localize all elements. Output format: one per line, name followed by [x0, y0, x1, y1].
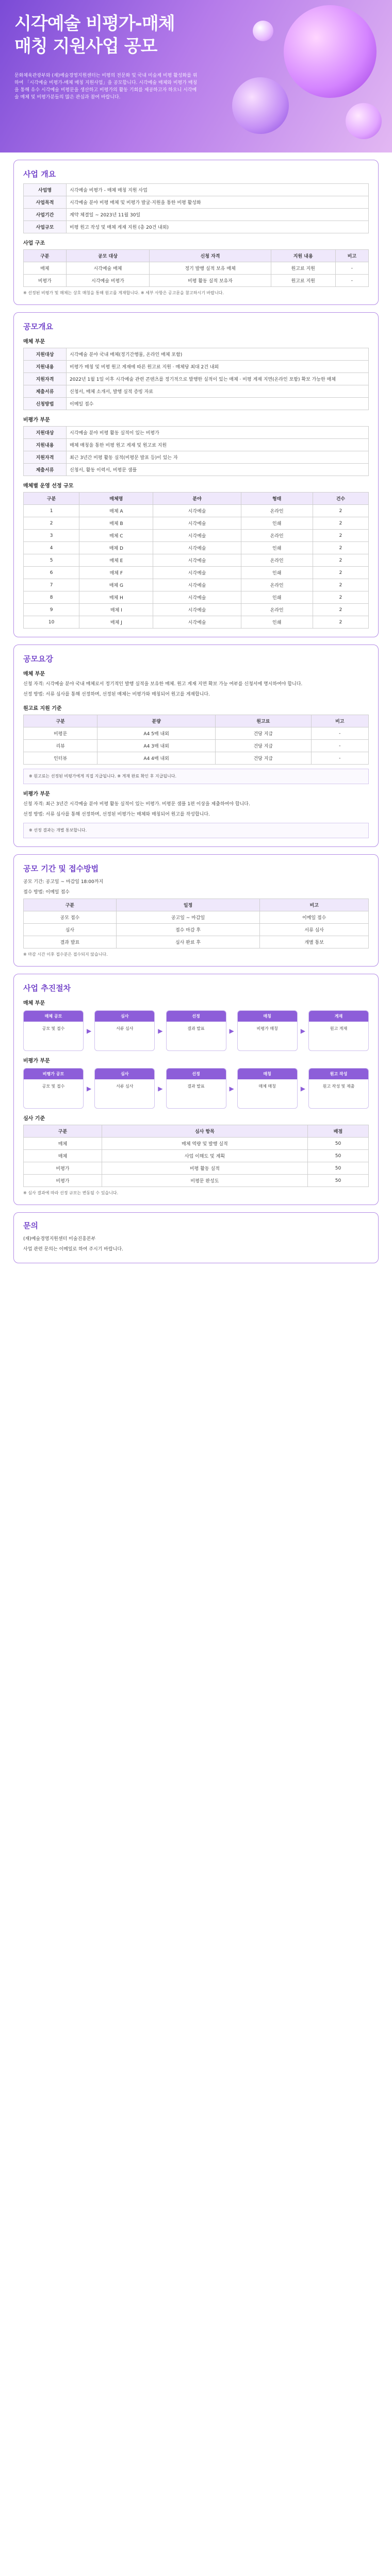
- media-row: [24, 348, 369, 361]
- structure-cell: 원고료 지원: [271, 262, 335, 275]
- contents-note1: ※ 원고료는 선정된 비평가에게 직접 지급됩니다. ※ 게재 완료 확인 후 지급됩니다.: [23, 769, 369, 784]
- critic-flow-step-desc: 매체 매칭: [258, 1084, 276, 1089]
- support-cell: 온라인: [241, 554, 313, 567]
- schedule-note: ※ 마감 시간 이후 접수분은 접수되지 않습니다.: [23, 952, 108, 957]
- media-subhead: 매체 부문: [23, 339, 45, 345]
- schedule-cell: 심사: [24, 924, 117, 936]
- support-row: [24, 591, 369, 604]
- eval-cell: 50: [307, 1150, 368, 1162]
- media-value: 신청서, 매체 소개서, 발행 실적 증빙 자료: [67, 385, 369, 398]
- eval-cell: 비평가: [24, 1175, 102, 1187]
- arrow-right-icon: ▶: [229, 1084, 234, 1092]
- critic-flow-step-desc: 결과 발표: [187, 1084, 205, 1089]
- eval-subhead: 심사 기준: [23, 1116, 45, 1122]
- media-flow-step-desc: 공모 및 접수: [42, 1026, 65, 1031]
- fee-header: 원고료: [216, 715, 312, 727]
- process-section: [13, 974, 379, 1205]
- flow1-subhead: 매체 부문: [23, 1001, 45, 1006]
- support-cell: 2: [313, 604, 368, 616]
- critic-row: [24, 464, 369, 476]
- schedule-period: 공모 기간: 공고일 ~ 마감일 18:00까지: [23, 879, 104, 885]
- schedule-method: 접수 방법: 이메일 접수: [23, 890, 70, 895]
- eval-cell: 비평가: [24, 1162, 102, 1175]
- support-header: 구분: [24, 493, 79, 505]
- media-flow: [23, 1010, 369, 1051]
- support-row: [24, 517, 369, 530]
- recruit-section: [13, 312, 379, 637]
- fee-cell: 리뷰: [24, 740, 97, 752]
- schedule-cell: 공모 접수: [24, 911, 117, 924]
- contents-text2: 선정 방법: 서류 심사를 통해 선정하며, 선정된 매체는 비평가와 매칭되어 원고를 게재합니다.: [23, 692, 210, 697]
- structure-cell: 정기 발행 실적 보유 매체: [150, 262, 271, 275]
- support-cell: 2: [313, 530, 368, 542]
- structure-header: 공모 대상: [66, 250, 150, 262]
- media-flow-step: [94, 1010, 155, 1051]
- support-cell: 인쇄: [241, 616, 313, 629]
- critic-flow-step: [166, 1068, 226, 1109]
- eval-cell: 비평 활동 실적: [102, 1162, 307, 1175]
- overview-label: 사업목적: [24, 196, 67, 209]
- support-cell: 온라인: [241, 604, 313, 616]
- support-cell: 매체 E: [79, 554, 153, 567]
- support-cell: 시각예술: [153, 604, 241, 616]
- schedule-cell: 심사 완료 후: [116, 936, 259, 948]
- recruit-title: 공모개요: [23, 322, 53, 331]
- schedule-table: [23, 899, 369, 948]
- overview-value: 비평 원고 작성 및 매체 게재 지원 (총 20건 내외): [67, 221, 369, 233]
- support-header: 형태: [241, 493, 313, 505]
- schedule-row: [24, 936, 369, 948]
- structure-cell: 매체: [24, 262, 67, 275]
- overview-title: 사업 개요: [23, 170, 56, 179]
- eval-header: 배점: [307, 1125, 368, 1138]
- contents-text4: 선정 방법: 서류 심사를 통해 선정하며, 선정된 비평가는 매체와 매칭되어 원고를 작성합니다.: [23, 812, 210, 817]
- arrow-right-icon: ▶: [158, 1084, 163, 1092]
- contact-section: [13, 1212, 379, 1263]
- schedule-cell: 공고일 ~ 마감일: [116, 911, 259, 924]
- support-cell: 매체 C: [79, 530, 153, 542]
- fee-table: [23, 715, 369, 765]
- eval-table: [23, 1125, 369, 1187]
- critic-flow-step-title: 선정: [167, 1069, 226, 1079]
- arrow-right-icon: ▶: [87, 1084, 92, 1092]
- fee-cell: A4 3매 내외: [97, 740, 216, 752]
- decorative-bubble: [253, 21, 273, 41]
- critic-row: [24, 451, 369, 464]
- support-subhead: 매체별 운영 선정 규모: [23, 483, 74, 489]
- critic-flow: [23, 1068, 369, 1109]
- media-flow-step: [308, 1010, 369, 1051]
- media-flow-step-title: 심사: [95, 1011, 154, 1022]
- arrow-right-icon: ▶: [300, 1084, 305, 1092]
- support-table: [23, 492, 369, 629]
- overview-row: [24, 209, 369, 221]
- media-flow-step-desc: 서류 심사: [116, 1026, 134, 1031]
- arrow-right-icon: ▶: [300, 1027, 305, 1035]
- contents-title: 공모요강: [23, 654, 53, 664]
- support-cell: 시각예술: [153, 542, 241, 554]
- support-cell: 2: [313, 505, 368, 517]
- fee-row: [24, 740, 369, 752]
- contents-media-subhead: 매체 부문: [23, 671, 45, 677]
- support-cell: 5: [24, 554, 79, 567]
- page-title-line1: 시각예술 비평가-매체: [14, 13, 175, 34]
- critic-label: 지원내용: [24, 439, 67, 451]
- support-cell: 시각예술: [153, 505, 241, 517]
- critic-subhead: 비평가 부문: [23, 417, 50, 423]
- media-flow-step-title: 매체 공모: [24, 1011, 83, 1022]
- contact-org: (재)예술경영지원센터 미술진흥본부: [23, 1236, 96, 1242]
- schedule-row: [24, 924, 369, 936]
- media-value: 비평가 매칭 및 비평 원고 게재에 따른 원고료 지원 · 매체당 최대 2건 내외: [67, 361, 369, 373]
- support-cell: 온라인: [241, 579, 313, 591]
- structure-table: [23, 249, 369, 287]
- process-note: ※ 심사 결과에 따라 선정 규모는 변동될 수 있습니다.: [23, 1191, 119, 1195]
- media-row: [24, 373, 369, 385]
- eval-cell: 비평문 완성도: [102, 1175, 307, 1187]
- contents-note2: ※ 선정 결과는 개별 통보합니다.: [23, 823, 369, 838]
- media-flow-step-title: 매칭: [238, 1011, 297, 1022]
- process-title: 사업 추진절차: [23, 984, 71, 993]
- eval-row: [24, 1150, 369, 1162]
- support-cell: 3: [24, 530, 79, 542]
- support-cell: 매체 A: [79, 505, 153, 517]
- eval-row: [24, 1162, 369, 1175]
- arrow-right-icon: ▶: [229, 1027, 234, 1035]
- support-cell: 2: [313, 616, 368, 629]
- support-cell: 2: [313, 542, 368, 554]
- media-flow-step-desc: 결과 발표: [187, 1026, 205, 1031]
- eval-cell: 매체: [24, 1138, 102, 1150]
- page-title-line2: 매칭 지원사업 공모: [14, 36, 157, 57]
- critic-flow-step-title: 매칭: [238, 1069, 297, 1079]
- fee-row: [24, 752, 369, 765]
- critic-label: 지원자격: [24, 451, 67, 464]
- overview-label: 사업기간: [24, 209, 67, 221]
- structure-cell: 비평가: [24, 275, 67, 287]
- support-header: 건수: [313, 493, 368, 505]
- critic-flow-step-desc: 원고 작성 및 제출: [322, 1084, 355, 1089]
- fee-cell: -: [311, 740, 368, 752]
- eval-cell: 매체: [24, 1150, 102, 1162]
- support-cell: 인쇄: [241, 542, 313, 554]
- contents-text1: 신청 자격: 시각예술 분야 국내 매체로서 정기적인 발행 실적을 보유한 매체. 원고 게재 지면 확보 가능 여부를 신청서에 명시하여야 합니다.: [23, 682, 303, 687]
- fee-cell: 건당 지급: [216, 727, 312, 740]
- fee-cell: A4 4매 내외: [97, 752, 216, 765]
- schedule-header: 비고: [260, 899, 369, 911]
- contents-section: [13, 645, 379, 847]
- page-title: [14, 12, 175, 58]
- eval-cell: 사업 이해도 및 계획: [102, 1150, 307, 1162]
- support-cell: 시각예술: [153, 591, 241, 604]
- critic-value: 최근 3년간 비평 활동 실적(비평문 발표 등)이 있는 자: [67, 451, 369, 464]
- fee-cell: 건당 지급: [216, 740, 312, 752]
- fee-cell: 인터뷰: [24, 752, 97, 765]
- structure-cell: -: [335, 262, 368, 275]
- support-cell: 6: [24, 567, 79, 579]
- page: [0, 0, 392, 1274]
- critic-flow-step: [237, 1068, 298, 1109]
- critic-flow-step-desc: 서류 심사: [116, 1084, 134, 1089]
- support-cell: 시각예술: [153, 616, 241, 629]
- eval-cell: 50: [307, 1162, 368, 1175]
- structure-cell: 시각예술 비평가: [66, 275, 150, 287]
- media-row: [24, 398, 369, 410]
- support-cell: 시각예술: [153, 567, 241, 579]
- support-cell: 9: [24, 604, 79, 616]
- support-cell: 시각예술: [153, 517, 241, 530]
- overview-label: 사업규모: [24, 221, 67, 233]
- eval-header: 심사 항목: [102, 1125, 307, 1138]
- schedule-cell: 접수 마감 후: [116, 924, 259, 936]
- hero-banner: [0, 0, 392, 152]
- eval-cell: 50: [307, 1175, 368, 1187]
- structure-header: 지원 내용: [271, 250, 335, 262]
- critic-flow-step-title: 비평가 공모: [24, 1069, 83, 1079]
- schedule-header: 구분: [24, 899, 117, 911]
- fee-header: 구분: [24, 715, 97, 727]
- structure-header: 비고: [335, 250, 368, 262]
- overview-row: [24, 221, 369, 233]
- schedule-title: 공모 기간 및 접수방법: [23, 864, 99, 873]
- support-row: [24, 604, 369, 616]
- critic-flow-step: [23, 1068, 84, 1109]
- media-flow-step: [237, 1010, 298, 1051]
- structure-cell: -: [335, 275, 368, 287]
- support-cell: 8: [24, 591, 79, 604]
- structure-subhead: 사업 구조: [23, 241, 45, 246]
- contents-critic-subhead: 비평가 부문: [23, 791, 50, 797]
- decorative-bubble: [284, 5, 377, 98]
- support-cell: 시각예술: [153, 579, 241, 591]
- support-cell: 매체 J: [79, 616, 153, 629]
- support-cell: 온라인: [241, 530, 313, 542]
- support-row: [24, 567, 369, 579]
- fee-cell: A4 5매 내외: [97, 727, 216, 740]
- fee-cell: -: [311, 727, 368, 740]
- overview-row: [24, 184, 369, 196]
- support-cell: 2: [313, 554, 368, 567]
- support-row: [24, 616, 369, 629]
- support-cell: 2: [313, 517, 368, 530]
- critic-value: 시각예술 분야 비평 활동 실적이 있는 비평가: [67, 427, 369, 439]
- schedule-section: [13, 854, 379, 967]
- media-row: [24, 385, 369, 398]
- support-row: [24, 542, 369, 554]
- support-header: 분야: [153, 493, 241, 505]
- schedule-cell: 개별 통보: [260, 936, 369, 948]
- overview-value: 시각예술 비평가 - 매체 매칭 지원 사업: [67, 184, 369, 196]
- support-cell: 2: [313, 567, 368, 579]
- overview-label: 사업명: [24, 184, 67, 196]
- critic-label: 제출서류: [24, 464, 67, 476]
- overview-table: [23, 183, 369, 233]
- eval-row: [24, 1175, 369, 1187]
- fee-subhead: 원고료 지원 기준: [23, 706, 62, 711]
- media-table: [23, 348, 369, 410]
- fee-cell: 비평문: [24, 727, 97, 740]
- support-cell: 1: [24, 505, 79, 517]
- overview-value: 계약 체결일 ~ 2023년 11월 30일: [67, 209, 369, 221]
- media-flow-step-desc: 비평가 매칭: [256, 1026, 278, 1031]
- decorative-bubble: [346, 103, 382, 139]
- contact-title: 문의: [23, 1221, 38, 1230]
- schedule-cell: 서류 심사: [260, 924, 369, 936]
- support-cell: 2: [313, 591, 368, 604]
- structure-row: [24, 275, 369, 287]
- schedule-cell: 결과 발표: [24, 936, 117, 948]
- fee-header: 분량: [97, 715, 216, 727]
- critic-flow-step: [94, 1068, 155, 1109]
- support-cell: 2: [24, 517, 79, 530]
- support-cell: 시각예술: [153, 554, 241, 567]
- media-flow-step: [166, 1010, 226, 1051]
- support-cell: 2: [313, 579, 368, 591]
- media-row: [24, 361, 369, 373]
- support-cell: 4: [24, 542, 79, 554]
- support-cell: 매체 D: [79, 542, 153, 554]
- critic-table: [23, 426, 369, 476]
- support-cell: 매체 B: [79, 517, 153, 530]
- media-value: 이메일 접수: [67, 398, 369, 410]
- support-cell: 매체 G: [79, 579, 153, 591]
- support-cell: 인쇄: [241, 567, 313, 579]
- overview-row: [24, 196, 369, 209]
- overview-value: 시각예술 분야 비평 매체 및 비평가 발굴·지원을 통한 비평 활성화: [67, 196, 369, 209]
- fee-row: [24, 727, 369, 740]
- contents-text3: 신청 자격: 최근 3년간 시각예술 분야 비평 활동 실적이 있는 비평가. 비평문 샘플 1편 이상을 제출하여야 합니다.: [23, 802, 250, 807]
- support-row: [24, 554, 369, 567]
- critic-flow-step-title: 심사: [95, 1069, 154, 1079]
- flow2-subhead: 비평가 부문: [23, 1058, 50, 1064]
- support-row: [24, 505, 369, 517]
- critic-label: 지원대상: [24, 427, 67, 439]
- support-cell: 7: [24, 579, 79, 591]
- media-label: 신청방법: [24, 398, 67, 410]
- decorative-bubble: [232, 77, 289, 134]
- eval-row: [24, 1138, 369, 1150]
- eval-header: 구분: [24, 1125, 102, 1138]
- support-cell: 매체 I: [79, 604, 153, 616]
- fee-header: 비고: [311, 715, 368, 727]
- media-label: 지원내용: [24, 361, 67, 373]
- eval-cell: 50: [307, 1138, 368, 1150]
- banner-description: 문화체육관광부와 (재)예술경영지원센터는 비평의 전문화 및 국내 미술계 비평 활성화를 위하여 「시각예술 비평가-매체 매칭 지원사업」을 공모합니다. 시각예술 매체와 비평가 매칭을 통해 유수 시각예술 비평문을 생산하고 비평가의 활동 기회를 제공하고자 하오니 시각예술 매체 및 비평가분들의 많은 관심과 참여 바랍니다.: [14, 73, 198, 100]
- media-flow-step: [23, 1010, 84, 1051]
- schedule-cell: 이메일 접수: [260, 911, 369, 924]
- critic-flow-step-desc: 공모 및 접수: [42, 1084, 65, 1089]
- support-cell: 시각예술: [153, 530, 241, 542]
- critic-row: [24, 439, 369, 451]
- support-cell: 인쇄: [241, 517, 313, 530]
- media-label: 지원대상: [24, 348, 67, 361]
- media-label: 지원자격: [24, 373, 67, 385]
- structure-header: 구분: [24, 250, 67, 262]
- arrow-right-icon: ▶: [158, 1027, 163, 1035]
- structure-cell: 시각예술 매체: [66, 262, 150, 275]
- support-cell: 10: [24, 616, 79, 629]
- critic-value: 매체 매칭을 통한 비평 원고 게재 및 원고료 지원: [67, 439, 369, 451]
- structure-row: [24, 262, 369, 275]
- media-value: 시각예술 분야 국내 매체(정기간행물, 온라인 매체 포함): [67, 348, 369, 361]
- schedule-row: [24, 911, 369, 924]
- support-cell: 온라인: [241, 505, 313, 517]
- support-cell: 인쇄: [241, 591, 313, 604]
- critic-flow-step-title: 원고 작성: [309, 1069, 368, 1079]
- media-label: 제출서류: [24, 385, 67, 398]
- critic-row: [24, 427, 369, 439]
- media-flow-step-title: 게재: [309, 1011, 368, 1022]
- overview-note: ※ 선정된 비평가 및 매체는 상호 매칭을 통해 원고를 게재합니다. ※ 세부 사항은 공고문을 참고하시기 바랍니다.: [23, 291, 224, 295]
- support-cell: 매체 F: [79, 567, 153, 579]
- critic-value: 신청서, 활동 이력서, 비평문 샘플: [67, 464, 369, 476]
- support-cell: 매체 H: [79, 591, 153, 604]
- fee-cell: 건당 지급: [216, 752, 312, 765]
- overview-section: [13, 160, 379, 305]
- structure-cell: 비평 활동 실적 보유자: [150, 275, 271, 287]
- media-flow-step-desc: 원고 게재: [330, 1026, 348, 1031]
- structure-cell: 원고료 지원: [271, 275, 335, 287]
- support-header: 매체명: [79, 493, 153, 505]
- eval-cell: 매체 역량 및 발행 실적: [102, 1138, 307, 1150]
- schedule-header: 일정: [116, 899, 259, 911]
- contact-detail: 사업 관련 문의는 이메일로 하여 주시기 바랍니다.: [23, 1247, 123, 1252]
- structure-header: 신청 자격: [150, 250, 271, 262]
- fee-cell: -: [311, 752, 368, 765]
- support-row: [24, 530, 369, 542]
- arrow-right-icon: ▶: [87, 1027, 92, 1035]
- critic-flow-step: [308, 1068, 369, 1109]
- media-flow-step-title: 선정: [167, 1011, 226, 1022]
- support-row: [24, 579, 369, 591]
- media-value: 2022년 1월 1일 이후 시각예술 관련 콘텐츠를 정기적으로 발행한 실적이 있는 매체 · 비평 게재 지면(온라인 포함) 확보 가능한 매체: [67, 373, 369, 385]
